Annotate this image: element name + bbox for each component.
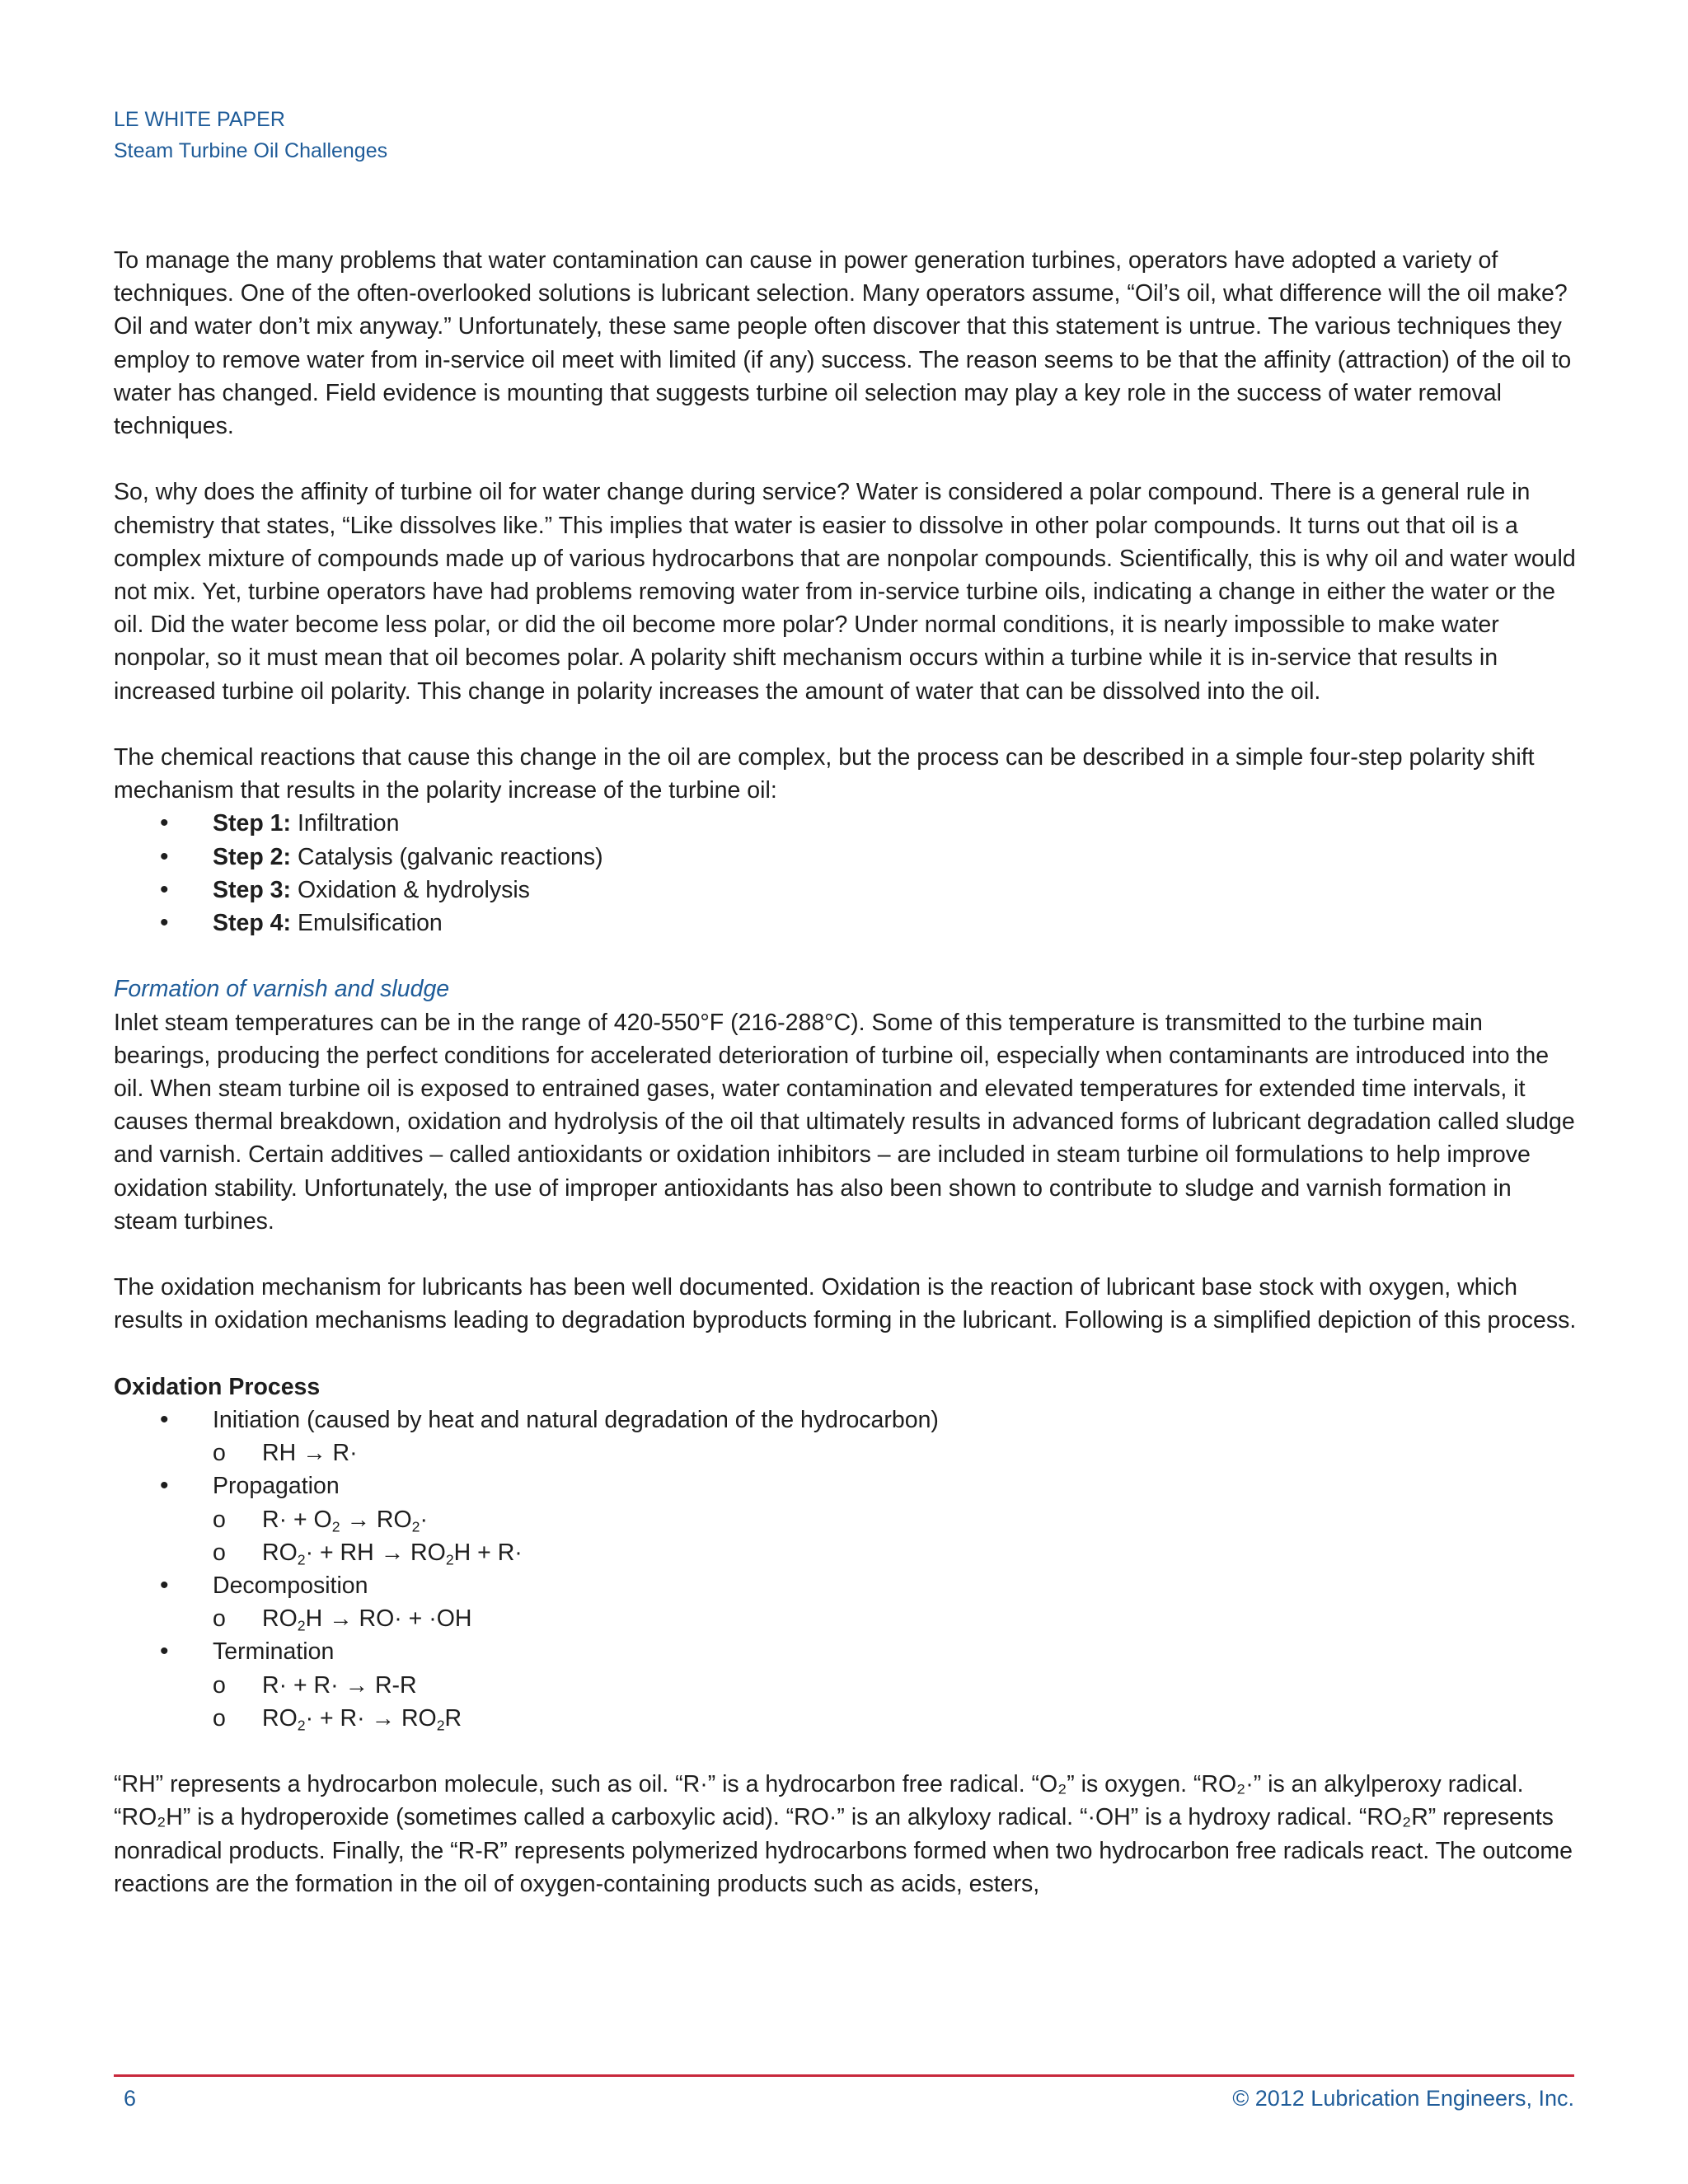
list-item-decomposition: • Decomposition o $RO_2H \to RO\cdot + \cdot OH$ (114, 1569, 1581, 1635)
footer-copyright: © 2012 Lubrication Engineers, Inc. (1232, 2086, 1574, 2111)
list-item-propagation: • Propagation o $R\cdot + O_2 \to RO_2\cdot$ o $RO_2\cdot$ + RH → $RO_2H + R\cdot$ (114, 1469, 1581, 1569)
equation-termination-2: o $RO_2\cdot + R\cdot \to RO_2R$ (213, 1702, 1581, 1735)
equation-propagation-2: o $RO_2\cdot$ + RH → $RO_2H + R\cdot$ (213, 1536, 1581, 1569)
paragraph-inlet-steam: Inlet steam temperatures can be in the range of 420-550°F (216-288°C). Some of this temperature is transmitted to the turbine main bearings, producing the perfect conditions for accelerated deterioration of turbine oil, especially when contaminants are introduced into the oil. When steam turbine oil is exposed to entrained gases, water contamination and elevated temperatures for extended time intervals, it causes thermal breakdown, oxidation and hydrolysis of the oil that ultimately results in advanced forms of lubricant degradation called sludge and varnish. Certain additives – called antioxidants or oxidation inhibitors – are included in steam turbine oil formulations to help improve oxidation stability. Unfortunately, the use of improper antioxidants has also been shown to contribute to sludge and varnish formation in steam turbines. (114, 1009, 1575, 1235)
oxidation-process-list (114, 1404, 1581, 1735)
document-body (114, 244, 1581, 1933)
list-item-initiation: • Initiation (caused by heat and natural degradation of the hydrocarbon) o RH → R· (114, 1404, 1581, 1469)
list-item-termination: • Termination o R· + R· → R-R o $RO_2\cdot + R\cdot \to RO_2R$ (114, 1635, 1581, 1735)
paragraph-polarity-shift: The chemical reactions that cause this change in the oil are complex, but the process can be described in a simple four-step polarity shift mechanism that results in the polarity increase of the turbine oil: (114, 744, 1535, 804)
polarity-steps-list (114, 807, 1581, 940)
equation-initiation: o RH → R· (213, 1436, 1581, 1469)
list-item-step-2: • Step 2: Catalysis (galvanic reactions) (114, 841, 1581, 874)
header-document-title: Steam Turbine Oil Challenges (114, 139, 388, 162)
list-item-step-3: • Step 3: Oxidation & hydrolysis (114, 874, 1581, 907)
equation-termination-1: o R· + R· → R-R (213, 1669, 1581, 1702)
list-item-step-1: • Step 1: Infiltration (114, 807, 1581, 840)
footer-divider (114, 2074, 1574, 2077)
paragraph-water-contamination: To manage the many problems that water contamination can cause in power generation turbines, operators have adopted a variety of techniques. One of the often-overlooked solutions is lubricant selection. Many operators assume, “Oil’s oil, what difference will the oil make? Oil and water don’t mix anyway.” Unfortunately, these same people often discover that this statement is untrue. The various techniques they employ to remove water from in-service oil meet with limited (if any) success. The reason seems to be that the affinity (attraction) of the oil to water has changed. Field evidence is mounting that suggests turbine oil selection may play a key role in the success of water removal techniques. (114, 247, 1572, 440)
header-publication-label: LE WHITE PAPER (114, 108, 285, 131)
paragraph-oxidation-mechanism: The oxidation mechanism for lubricants has been well documented. Oxidation is the reaction of lubricant base stock with oxygen, which results in oxidation mechanisms leading to degradation byproducts forming in the lubricant. Following is a simplified depiction of this process. (114, 1274, 1577, 1334)
page-header (114, 104, 387, 166)
paragraph-definitions: “RH” represents a hydrocarbon molecule, such as oil. “R·” is a hydrocarbon free radical. “O₂” is oxygen. “RO₂·” is an alkylperoxy radical. “RO₂H” is a hydroperoxide (sometimes called a carboxylic acid). “RO·” is an alkyloxy radical. “·OH” is a hydroxy radical. “RO₂R” represents nonradical products. Finally, the “R-R” represents polymerized hydrocarbons formed when two hydrocarbon free radicals react. The outcome reactions are the formation in the oil of oxygen-containing products such as acids, esters, (114, 1771, 1573, 1897)
section-heading-varnish-sludge: Formation of varnish and sludge (114, 976, 450, 1003)
equation-propagation-1: o $R\cdot + O_2 \to RO_2\cdot$ (213, 1503, 1581, 1536)
paragraph-affinity-change: So, why does the affinity of turbine oil for water change during service? Water is considered a polar compound. There is a general rule in chemistry that states, “Like dissolves like.” This implies that water is easier to dissolve in other polar compounds. It turns out that oil is a complex mixture of compounds made up of various hydrocarbons that are nonpolar compounds. Scientifically, this is why oil and water would not mix. Yet, turbine operators have had problems removing water from in-service turbine oils, indicating a change in either the water or the oil. Did the water become less polar, or did the oil become more polar? Under normal conditions, it is nearly impossible to make water nonpolar, so it must mean that oil becomes polar. A polarity shift mechanism occurs within a turbine while it is in-service that results in increased turbine oil polarity. This change in polarity increases the amount of water that can be dissolved into the oil. (114, 479, 1576, 705)
oxidation-process-heading: Oxidation Process (114, 1373, 321, 1400)
equation-decomposition: o $RO_2H \to RO\cdot + \cdot OH$ (213, 1602, 1581, 1635)
page-number: 6 (124, 2086, 137, 2111)
list-item-step-4: • Step 4: Emulsification (114, 907, 1581, 940)
